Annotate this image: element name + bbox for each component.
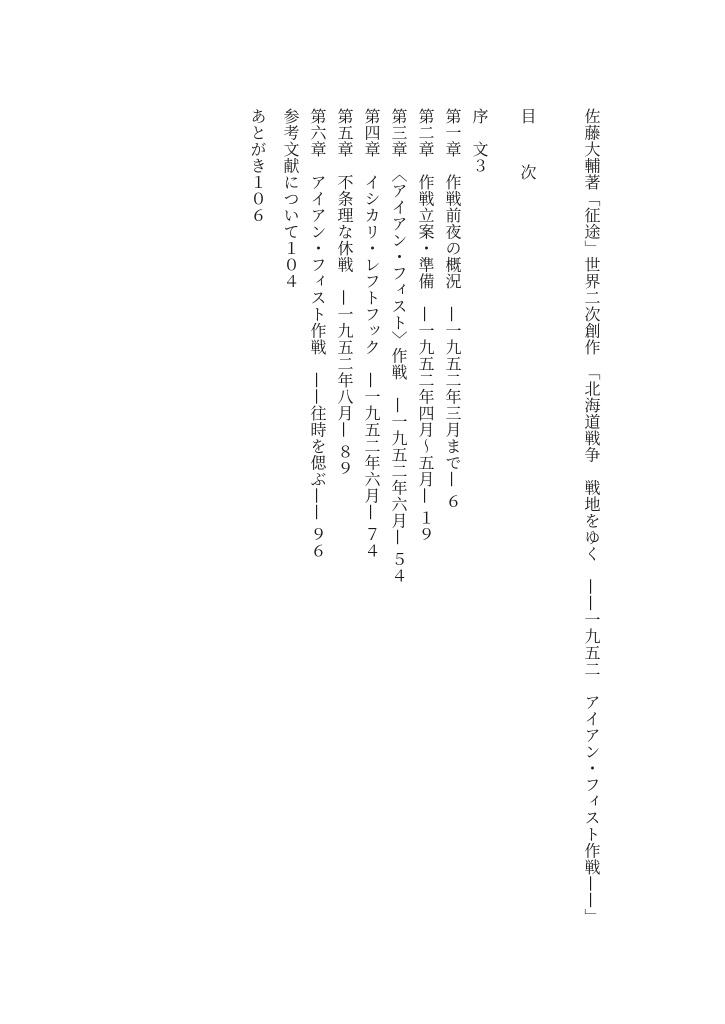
toc-entry-chapter-3: 第三章 〈アイアン・フィスト〉作戦 —一九五二年六月— ５４: [389, 108, 408, 585]
toc-entry-afterword: あとがき１０６: [248, 108, 267, 224]
toc-entry-references: 参考文献について１０４: [281, 108, 300, 290]
toc-entry-chapter-6: 第六章 アイアン・フィスト作戦 ——往時を偲ぶ—— ９６: [308, 108, 327, 560]
toc-entry-chapter-1: 第一章 作戦前夜の概況 —一九五二年三月まで— ６: [443, 108, 462, 510]
toc-entry-chapter-4: 第四章 イシカリ・レフトフック —一九五二年六月— ７４: [362, 108, 381, 560]
toc-entry-preface: 序 文３: [470, 108, 489, 174]
contents-heading: 目 次: [518, 108, 537, 192]
book-title: 佐藤大輔著「征途」世界二次創作 「北海道戦争 戦地をゆく ——一九五二 アイアン・フィスト作戦——」: [582, 108, 601, 925]
toc-entry-chapter-2: 第二章 作戦立案・準備 —一九五二年四月～五月— １９: [416, 108, 435, 543]
toc-entry-chapter-5: 第五章 不条理な休戦 —一九五二年八月— ８９: [335, 108, 354, 477]
